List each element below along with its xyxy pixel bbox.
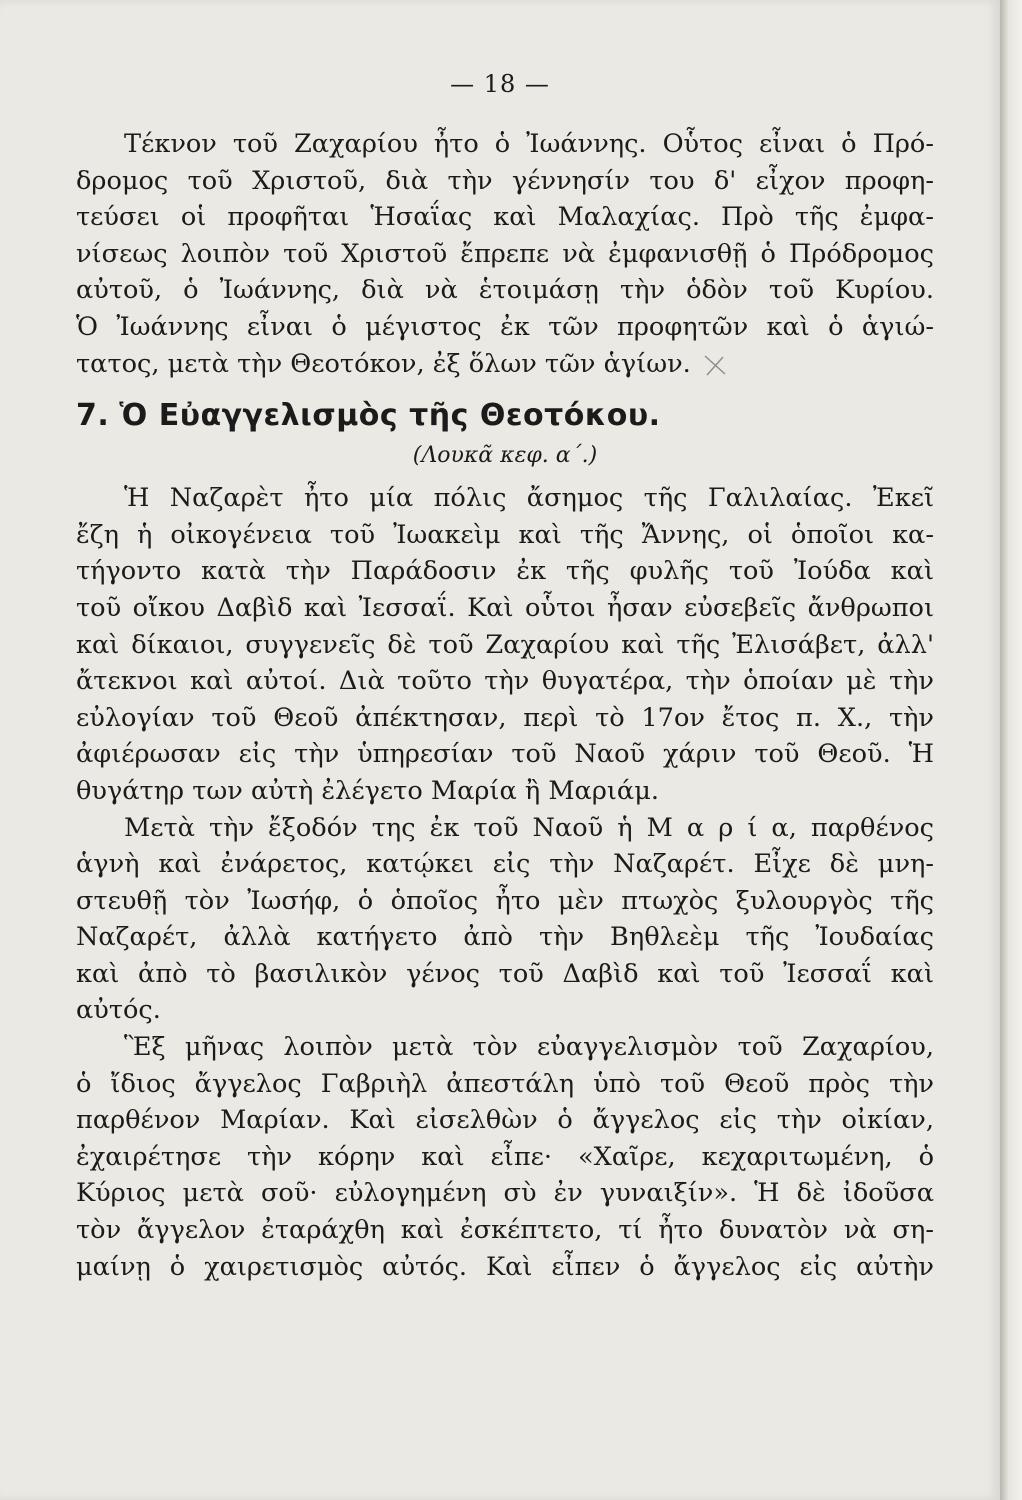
text-line: ἐχαιρέτησε τὴν κόρην καὶ εἶπε· «Χαῖρε, κεχαριτωμένη, ὁ [76, 1141, 934, 1172]
text-line: ἀφιέρωσαν εἰς τὴν ὑπηρεσίαν τοῦ Ναοῦ χάριν τοῦ Θεοῦ. Ἡ [76, 739, 934, 770]
text-line: μαίνῃ ὁ χαιρετισμὸς αὐτός. Καὶ εἶπεν ὁ ἄγγελος εἰς αὐτὴν [76, 1251, 934, 1282]
text-line-last [76, 346, 934, 383]
text-line: θυγάτηρ των αὐτὴ ἐλέγετο Μαρία ἢ Μαριάμ. [76, 775, 659, 806]
text-line: καὶ δίκαιοι, συγγενεῖς δὲ τοῦ Ζαχαρίου καὶ τῆς Ἐλισάβετ, ἀλλ' [76, 629, 934, 660]
paragraph-nazareth [76, 480, 934, 809]
text-line: τεύσει οἱ προφῆται Ἡσαΐας καὶ Μαλαχίας. Πρὸ τῆς ἐμφα- [76, 202, 934, 233]
text-line: Ἓξ μῆνας λοιπὸν μετὰ τὸν εὐαγγελισμὸν τοῦ Ζαχαρίου, [124, 1032, 934, 1063]
text-line: Κύριος μετὰ σοῦ· εὐλογημένη σὺ ἐν γυναιξίν». Ἡ δὲ ἰδοῦσα [76, 1178, 934, 1209]
text-line: παρθένον Μαρίαν. Καὶ εἰσελθὼν ὁ ἄγγελος εἰς τὴν οἰκίαν, [76, 1105, 934, 1136]
text-line: νίσεως λοιπὸν τοῦ Χριστοῦ ἔπρεπε νὰ ἐμφανισθῇ ὁ Πρόδρομος [76, 238, 934, 269]
section-reference: (Λουκᾶ κεφ. α΄.) [412, 443, 598, 469]
text-line: τὸν ἄγγελον ἐταράχθη καὶ ἐσκέπτετο, τί ἦτο δυνατὸν νὰ ση- [76, 1215, 934, 1246]
text-line: τήγοντο κατὰ τὴν Παράδοσιν ἐκ τῆς φυλῆς τοῦ Ἰούδα καὶ [76, 556, 934, 587]
text-line: τοῦ οἴκου Δαβὶδ καὶ Ἰεσσαΐ. Καὶ οὗτοι ἦσαν εὐσεβεῖς ἄνθρωποι [76, 592, 934, 623]
text-line: ἔζη ἡ οἰκογένεια τοῦ Ἰωακεὶμ καὶ τῆς Ἄννης, οἱ ὁποῖοι κα- [76, 519, 934, 550]
text-line: στευθῇ τὸν Ἰωσήφ, ὁ ὁποῖος ἦτο μὲν πτωχὸς ξυλουργὸς τῆς [76, 885, 934, 916]
text-line: καὶ ἀπὸ τὸ βασιλικὸν γένος τοῦ Δαβὶδ καὶ τοῦ Ἰεσσαΐ καὶ [76, 958, 934, 989]
text-line: Μετὰ τὴν ἔξοδόν της ἐκ τοῦ Ναοῦ ἡ Μ α ρ ί α, παρθένος [124, 812, 934, 843]
text-line: ἄτεκνοι καὶ αὐτοί. Διὰ τοῦτο τὴν θυγατέρα, τὴν ὁποίαν μὲ τὴν [76, 666, 934, 697]
section-number: 7. [76, 398, 110, 434]
text-line: αὐτός. [76, 995, 161, 1026]
text-line: ὁ ἴδιος ἄγγελος Γαβριὴλ ἀπεστάλη ὑπὸ τοῦ Θεοῦ πρὸς τὴν [76, 1068, 934, 1099]
paragraph-intro [76, 126, 934, 382]
page-content [76, 126, 934, 1285]
text-line: Ναζαρέτ, ἀλλὰ κατήγετο ἀπὸ τὴν Βηθλεὲμ τῆς Ἰουδαίας [76, 922, 934, 953]
page-number: — 18 — [450, 70, 550, 98]
text-line: δρομος τοῦ Χριστοῦ, διὰ τὴν γέννησίν του δ' εἶχον προφη- [76, 165, 934, 196]
text-line: ἁγνὴ καὶ ἐνάρετος, κατῴκει εἰς τὴν Ναζαρέτ. Εἶχε δὲ μνη- [76, 849, 934, 880]
paragraph-mary [76, 810, 934, 1030]
pencil-x-mark-icon [701, 352, 729, 378]
text-line: Ὁ Ἰωάννης εἶναι ὁ μέγιστος ἐκ τῶν προφητῶν καὶ ὁ ἁγιώ- [76, 311, 934, 342]
text-line: Ἡ Ναζαρὲτ ἦτο μία πόλις ἄσημος τῆς Γαλιλαίας. Ἐκεῖ [124, 483, 934, 514]
section-title: Ὁ Εὐαγγελισμὸς τῆς Θεοτόκου. [119, 398, 661, 434]
paragraph-annunciation [76, 1029, 934, 1285]
text-line: αὐτοῦ, ὁ Ἰωάννης, διὰ νὰ ἑτοιμάσῃ τὴν ὁδὸν τοῦ Κυρίου. [76, 275, 934, 306]
section-heading [76, 398, 934, 433]
text-line: Τέκνον τοῦ Ζαχαρίου ἦτο ὁ Ἰωάννης. Οὗτος εἶναι ὁ Πρό- [124, 129, 934, 159]
text-line-content: τατος, μετὰ τὴν Θεοτόκον, ἐξ ὅλων τῶν ἁγίων. [76, 348, 691, 379]
text-line: εὐλογίαν τοῦ Θεοῦ ἀπέκτησαν, περὶ τὸ 17ον ἔτος π. Χ., τὴν [76, 702, 934, 733]
page-edge [1000, 0, 1022, 1500]
